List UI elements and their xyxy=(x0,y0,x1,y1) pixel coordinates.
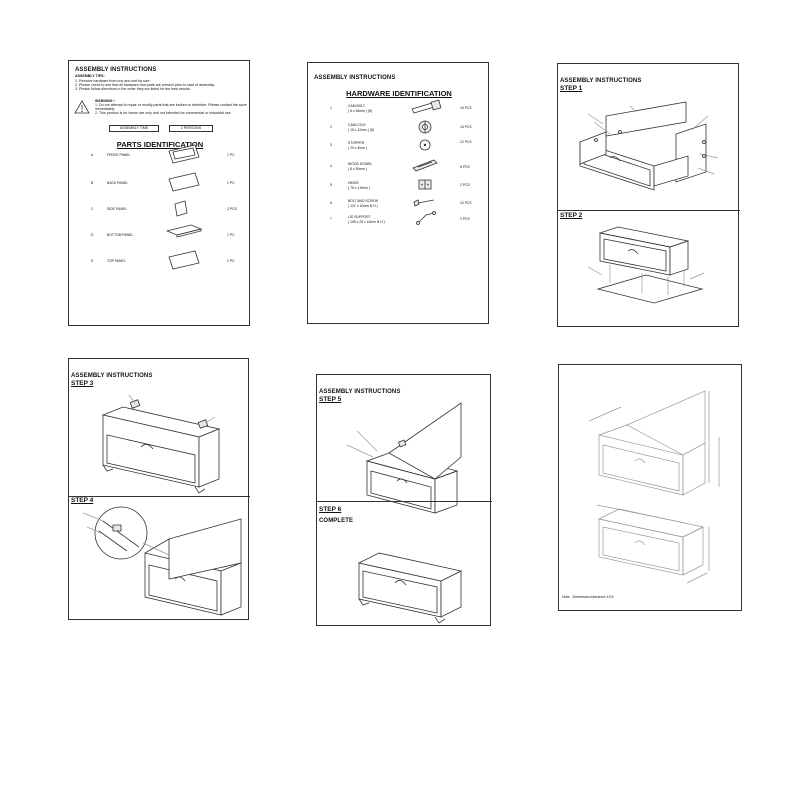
part-letter: B xyxy=(91,181,94,185)
hinge-icon xyxy=(418,177,432,191)
step-6-label: STEP 6 xyxy=(319,506,342,513)
part-name: BACK PANEL xyxy=(107,181,129,185)
cam-lock-icon xyxy=(418,120,432,134)
step-5-label: STEP 5 xyxy=(319,396,342,403)
step-3-diagram xyxy=(69,387,250,497)
hardware-qty: 16 PCS xyxy=(460,106,472,110)
page-header: ASSEMBLY INSTRUCTIONS xyxy=(314,75,396,81)
hardware-qty: 2 PCS xyxy=(460,217,470,221)
warning-line: immediately. xyxy=(95,107,115,111)
hardware-num: 1 xyxy=(330,106,332,110)
step-1-label: STEP 1 xyxy=(560,85,583,92)
tips-title: ASSEMBLY TIPS: xyxy=(75,74,105,78)
part-qty: 1 PC xyxy=(227,153,235,157)
hardware-qty: 12 PCS xyxy=(460,140,472,144)
hardware-num: 4 xyxy=(330,164,332,168)
part-letter: A xyxy=(91,153,94,157)
step-5-diagram xyxy=(317,401,492,501)
page-steps-1-2 xyxy=(557,63,739,327)
tip-line: 2. Please check to see that all hardware and parts are present prior to start of assembly. xyxy=(75,83,215,87)
page-header: ASSEMBLY INSTRUCTIONS xyxy=(560,78,642,84)
top-panel-icon xyxy=(169,251,199,271)
hardware-name: LID SUPPORT xyxy=(348,215,371,219)
step-3-label: STEP 3 xyxy=(71,380,94,387)
step-2-label: STEP 2 xyxy=(560,212,583,219)
tool-box-time: ASSEMBLY TIME xyxy=(109,125,159,132)
hardware-name: BOLT AND SCREW xyxy=(348,199,379,203)
hardware-name: STOPPER xyxy=(348,141,365,145)
wood-dowel-icon xyxy=(412,159,438,171)
tool-box-persons: 2 PERSONS xyxy=(169,125,213,132)
bolt-screw-icon xyxy=(414,198,436,208)
step-divider xyxy=(69,496,250,497)
hardware-qty: 8 PCS xyxy=(460,165,470,169)
part-qty: 1 PC xyxy=(227,181,235,185)
part-name: BOTTOM PANEL xyxy=(107,233,134,237)
warning-title: WARNING ! xyxy=(95,99,115,103)
hardware-num: 2 xyxy=(330,125,332,129)
front-panel-icon xyxy=(169,145,199,165)
hardware-num: 3 xyxy=(330,143,332,147)
step-4-label: STEP 4 xyxy=(71,497,94,504)
hardware-size: ( 195 x 25 x 10mm B.H ) xyxy=(348,220,385,224)
hardware-name: CAM BOLT xyxy=(348,104,366,108)
hardware-size: ( 75 x 1.8mm ) xyxy=(348,186,370,190)
page-parts-identification xyxy=(68,60,250,326)
step-6-diagram xyxy=(317,525,492,625)
part-letter: D xyxy=(91,233,94,237)
step-divider xyxy=(317,501,492,502)
hardware-qty: 10 PCS xyxy=(460,201,472,205)
warning-line: 2. This product is for home use only and not intended for commercial or industrial use. xyxy=(95,111,232,115)
hardware-size: ( 6 x 30mm ) (8) xyxy=(348,109,373,113)
stopper-icon xyxy=(419,139,431,151)
page-header: ASSEMBLY INSTRUCTIONS xyxy=(319,389,401,395)
page-hardware-identification xyxy=(307,62,489,324)
dimension-diagram-open xyxy=(559,377,743,497)
hardware-num: 6 xyxy=(330,201,332,205)
warning-icon xyxy=(75,101,89,113)
part-qty: 1 PC xyxy=(227,259,235,263)
page-steps-5-6 xyxy=(316,374,491,626)
part-letter: E xyxy=(91,259,94,263)
part-qty: 2 PCS xyxy=(227,207,237,211)
warning-line: 1. Do not attempt to repair or modify parts that are broken or defective. Please contact the store xyxy=(95,103,247,107)
hardware-num: 7 xyxy=(330,217,332,221)
hardware-title: HARDWARE IDENTIFICATION xyxy=(346,89,452,98)
part-qty: 1 PC xyxy=(227,233,235,237)
cam-bolt-icon xyxy=(412,101,442,113)
part-name: TOP PANEL xyxy=(107,259,126,263)
lid-support-icon xyxy=(416,211,436,225)
bottom-panel-icon xyxy=(167,225,203,239)
hardware-size: ( 20 x 3mm ) xyxy=(348,146,368,150)
hardware-qty: 2 PCS xyxy=(460,183,470,187)
complete-label: COMPLETE xyxy=(319,518,354,524)
dimension-diagram-closed xyxy=(559,493,743,593)
hardware-qty: 16 PCS xyxy=(460,125,472,129)
page-steps-3-4 xyxy=(68,358,249,620)
hardware-name: CAM LOCK xyxy=(348,123,366,127)
hardware-name: HINGE xyxy=(348,181,359,185)
step-divider xyxy=(558,210,740,211)
step-2-diagram xyxy=(558,219,740,329)
hardware-size: ( 8 x 30mm ) xyxy=(348,167,368,171)
part-letter: C xyxy=(91,207,94,211)
page-header: ASSEMBLY INSTRUCTIONS xyxy=(75,67,157,73)
back-panel-icon xyxy=(169,173,199,193)
hardware-size: ( 1/4" x 10mm B.H ) xyxy=(348,204,378,208)
step-4-diagram xyxy=(69,503,250,621)
parts-title: PARTS IDENTIFICATION xyxy=(116,140,204,149)
hardware-size: ( 15 x 12mm ) (8) xyxy=(348,128,374,132)
hardware-name: WOOD DOWEL xyxy=(348,162,373,166)
tip-line: 1. Remove hardware from box and sort by size. xyxy=(75,79,151,83)
part-name: SIDE PANEL xyxy=(107,207,127,211)
step-1-diagram xyxy=(558,94,740,204)
page-dimensions xyxy=(558,364,742,611)
tip-line: 3. Please follow directions in the order they are listed for the best results. xyxy=(75,87,191,91)
side-panel-icon xyxy=(175,201,189,217)
page-header: ASSEMBLY INSTRUCTIONS xyxy=(71,373,153,379)
part-name: FRONT PANEL xyxy=(107,153,131,157)
hardware-num: 5 xyxy=(330,183,332,187)
dimension-note: Note : Dimension tolerance ±1% xyxy=(562,595,614,599)
